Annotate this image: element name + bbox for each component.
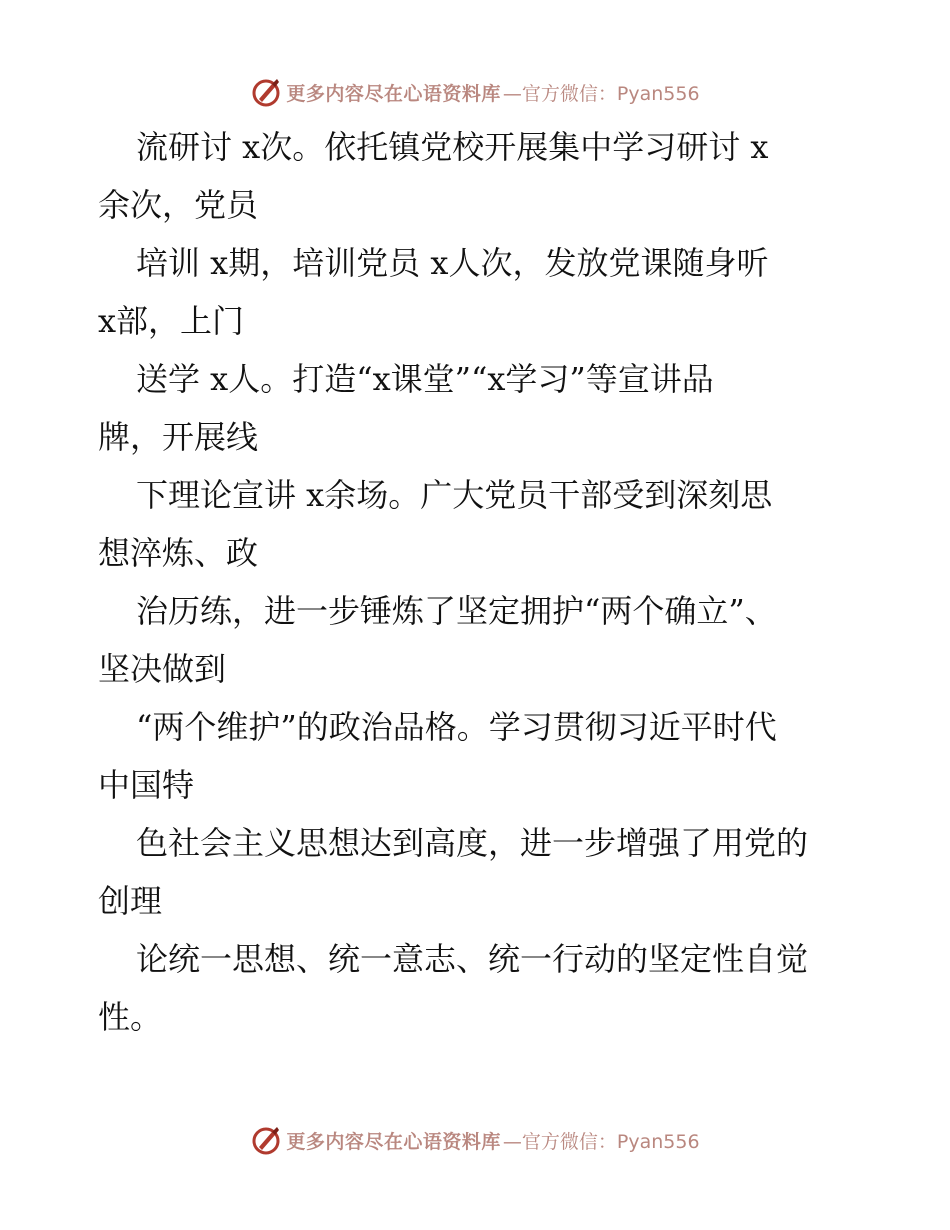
body-line: 下理论宣讲 x余场。广大党员干部受到深刻思 bbox=[136, 476, 773, 514]
body-line: 性。 bbox=[98, 998, 163, 1036]
body-line: 坚决做到 bbox=[98, 650, 227, 688]
body-line: 培训 x期，培训党员 x人次，发放党课随身听 bbox=[136, 244, 769, 282]
body-line: 想淬炼、政 bbox=[98, 534, 259, 572]
body-line: 治历练，进一步锤炼了坚定拥护“两个确立”、 bbox=[136, 592, 777, 630]
header-banner bbox=[0, 72, 950, 112]
body-line: 论统一思想、统一意志、统一行动的坚定性自觉 bbox=[136, 940, 809, 978]
footer-banner-title: 更多内容尽在心语资料库 bbox=[286, 1130, 501, 1153]
document-body bbox=[98, 118, 858, 1046]
header-banner-wechat: —官方微信：Pyan556 bbox=[502, 82, 700, 105]
header-banner-title: 更多内容尽在心语资料库 bbox=[286, 82, 501, 105]
body-line: x部，上门 bbox=[98, 302, 245, 340]
body-line: 色社会主义思想达到高度，进一步增强了用党的 bbox=[136, 824, 809, 862]
footer-banner-wechat: —官方微信：Pyan556 bbox=[502, 1130, 700, 1153]
pen-logo-icon bbox=[250, 1124, 282, 1156]
body-line: 中国特 bbox=[98, 766, 195, 804]
body-line: 牌，开展线 bbox=[98, 418, 259, 456]
body-line: 余次，党员 bbox=[98, 186, 259, 224]
body-line: 创理 bbox=[98, 882, 163, 920]
body-line: “两个维护”的政治品格。学习贯彻习近平时代 bbox=[136, 708, 777, 746]
pen-logo-icon bbox=[250, 76, 282, 108]
body-line: 流研讨 x次。依托镇党校开展集中学习研讨 x bbox=[136, 128, 769, 166]
body-line: 送学 x人。打造“x课堂”“x学习”等宣讲品 bbox=[136, 360, 714, 398]
footer-banner bbox=[0, 1120, 950, 1160]
